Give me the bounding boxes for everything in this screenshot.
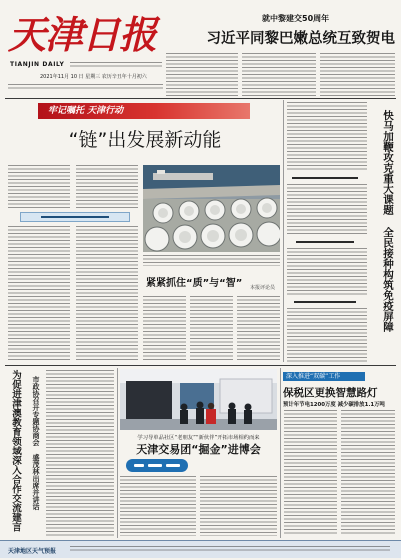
cppcc-body-column — [46, 370, 114, 536]
weather-details-text — [70, 546, 390, 553]
feature-body-column — [8, 226, 70, 360]
feature-headline: “链”出发展新动能 — [68, 129, 222, 151]
commentary-body-column — [143, 296, 186, 360]
right-column-subhead — [296, 241, 354, 243]
commentary-byline: 本报评论员 — [250, 285, 276, 291]
masthead-pinyin: TIANJIN DAILY — [10, 61, 65, 68]
ciie-kicker: 学习导单品社区“老朋友”“新伙伴”开拓市场相约而来 — [137, 435, 260, 441]
ciie-headline: 天津交易团“掘金”进博会 — [136, 443, 261, 456]
right-column-subhead — [292, 177, 358, 179]
weather-label: 天津地区天气预报 — [8, 548, 57, 555]
feature-body-column — [76, 226, 138, 360]
column-divider — [117, 368, 118, 538]
weather-footer — [0, 540, 401, 558]
masthead-logo: 天津日报 — [8, 15, 157, 57]
carbon-body-column — [341, 410, 395, 536]
masthead-divider — [5, 98, 396, 99]
carbon-body-column — [284, 410, 337, 536]
cppcc-vertical-headline: 为促进津澳教育领域深入合作交流建言 — [10, 370, 21, 532]
feature-body-column — [8, 165, 70, 210]
date-line: 2021年11月 10 日 星期三 农历辛丑年十月初六 — [40, 74, 147, 80]
column-divider — [280, 368, 281, 538]
port-aerial-image — [143, 165, 280, 252]
section-divider — [5, 365, 396, 366]
commentary-body-column — [237, 296, 280, 360]
lead-story-body-column — [166, 53, 238, 96]
ciie-body-column — [200, 476, 277, 536]
lead-story-headline: 习近平同黎巴嫩总统互致贺电 — [206, 31, 395, 47]
lead-story-body-column — [320, 53, 395, 96]
right-column-body — [287, 102, 367, 172]
ciie-body-column — [120, 476, 196, 536]
feature-subhead-box — [20, 212, 130, 222]
expo-booth-photo — [120, 369, 277, 430]
column-banner: 牢记嘱托 天津行动 — [38, 103, 250, 119]
commentary-body-column — [190, 296, 233, 360]
carbon-section-tag: 深入推进“双碳”工作 — [283, 372, 365, 381]
right-column-body — [287, 308, 367, 362]
right-column-body — [287, 184, 367, 236]
carbon-subhead: 预计年节电1200万度 减少碳排放1.1万吨 — [283, 402, 385, 408]
expo-booth-image — [120, 369, 277, 430]
ciie-logo — [126, 459, 188, 472]
right-column-body — [287, 248, 367, 296]
photo-caption-text — [143, 255, 280, 266]
right-column-subhead — [294, 301, 356, 303]
carbon-headline: 保税区更换智慧路灯 — [283, 387, 378, 399]
publisher-info-text — [8, 84, 163, 91]
port-aerial-photo — [143, 165, 280, 252]
cppcc-vertical-subhead: 市政协召开专题协商会 盛茂林出席并讲话 — [32, 376, 40, 510]
lead-story-kicker: 就中黎建交50周年 — [262, 14, 330, 23]
column-divider — [283, 100, 284, 362]
feature-body-column — [76, 165, 138, 210]
lead-story-body-column — [242, 53, 316, 96]
vaccine-vertical-headline: 快马加鞭攻克重大课题 全民接种构筑免疫屏障 — [382, 110, 394, 332]
commentary-headline: 紧紧抓住“质”与“智” — [146, 278, 243, 289]
edition-info-text — [70, 62, 162, 69]
